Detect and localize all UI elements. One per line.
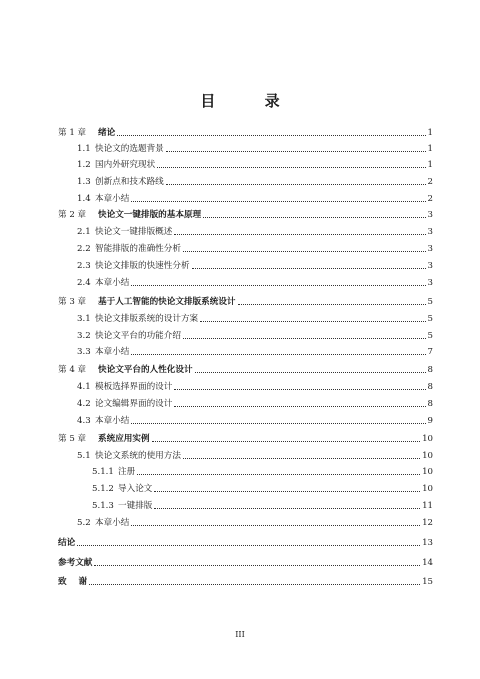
toc-dot-leader [174, 406, 425, 407]
toc-entry-title: 系统应用实例 [98, 434, 150, 444]
toc-entry-number: 1.4 [77, 194, 91, 204]
toc-entry-number: 3.2 [77, 331, 91, 341]
toc-entry [58, 295, 433, 308]
toc-entry-number: 3.3 [77, 347, 91, 357]
toc-dot-leader [131, 285, 425, 286]
page-number-footer: III [235, 630, 245, 639]
toc-entry-number: 第 2 章 [58, 210, 87, 220]
toc-entry [58, 556, 433, 569]
toc-entry-number: 第 5 章 [58, 434, 87, 444]
toc-entry-title: 一键排版 [118, 501, 153, 511]
toc-dot-leader [166, 184, 426, 185]
toc-entry-page: 8 [427, 365, 433, 375]
toc-entry-title: 论文编辑界面的设计 [95, 399, 173, 409]
toc-entry-number: 4.3 [77, 416, 91, 426]
toc-entry-title: 快论文排版的快速性分析 [95, 261, 190, 271]
toc-entry [58, 363, 433, 376]
toc-entry-title: 致 谢 [58, 577, 88, 587]
toc-entry-page: 13 [422, 538, 433, 548]
toc-entry-title: 注册 [118, 467, 136, 477]
toc-entry-number: 2.1 [77, 227, 91, 237]
toc-entry-number: 1.2 [77, 160, 91, 170]
toc-entry [77, 158, 433, 171]
toc-entry-page: 5 [427, 297, 433, 307]
toc-dot-leader [77, 545, 420, 546]
toc-entry-page: 1 [427, 128, 433, 138]
toc-entry-page: 3 [427, 244, 433, 254]
toc-entry-title: 导入论文 [118, 484, 153, 494]
toc-entry-title: 快论文平台的功能介绍 [95, 331, 181, 341]
toc-entry [77, 225, 433, 238]
toc-entry-title: 参考文献 [58, 558, 93, 568]
toc-dot-leader [183, 458, 420, 459]
toc-entry-number: 1.1 [77, 144, 91, 154]
toc-entry-number: 4.2 [77, 399, 91, 409]
toc-entry-title: 本章小结 [95, 194, 130, 204]
toc-entry [77, 414, 433, 427]
toc-entry [77, 516, 433, 529]
toc-entry-title: 本章小结 [95, 278, 130, 288]
toc-entry-number: 5.1.1 [92, 467, 114, 477]
toc-entry [58, 536, 433, 549]
toc-entry-number: 2.4 [77, 278, 91, 288]
toc-dot-leader [203, 217, 425, 218]
toc-entry [77, 142, 433, 155]
toc-entry [92, 465, 433, 478]
toc-entry-page: 10 [422, 434, 433, 444]
toc-entry-number: 第 3 章 [58, 297, 87, 307]
toc-entry-title: 快论文一键排版的基本原理 [98, 210, 202, 220]
toc-entry-page: 7 [427, 347, 433, 357]
toc-entry-title: 本章小结 [95, 347, 130, 357]
toc-entry-number: 第 4 章 [58, 365, 87, 375]
toc-dot-leader [94, 565, 420, 566]
toc-entry [77, 242, 433, 255]
toc-entry-number: 5.1 [77, 451, 91, 461]
toc-entry [77, 276, 433, 289]
toc-entry-page: 11 [422, 501, 433, 511]
toc-entry-number: 3.1 [77, 314, 91, 324]
toc-entry-title: 快论文系统的使用方法 [95, 451, 181, 461]
toc-dot-leader [131, 354, 425, 355]
toc-entry [77, 329, 433, 342]
toc-entry-page: 8 [427, 399, 433, 409]
toc-entry-page: 1 [427, 160, 433, 170]
toc-entry-page: 9 [427, 416, 433, 426]
toc-entry-page: 5 [427, 314, 433, 324]
toc-entry-page: 1 [427, 144, 433, 154]
toc-entry-title: 快论文的选题背景 [95, 144, 164, 154]
toc-entry-page: 5 [427, 331, 433, 341]
toc-dot-leader [154, 508, 420, 509]
toc-dot-leader [154, 491, 420, 492]
toc-entry [77, 192, 433, 205]
toc-entry [77, 175, 433, 188]
toc-entry-title: 国内外研究现状 [95, 160, 156, 170]
toc-dot-leader [131, 201, 425, 202]
toc-entry [58, 208, 433, 221]
toc-entry [92, 482, 433, 495]
toc-dot-leader [200, 321, 425, 322]
toc-entry-page: 3 [427, 210, 433, 220]
toc-entry-page: 3 [427, 278, 433, 288]
toc-entry-title: 创新点和技术路线 [95, 177, 164, 187]
toc-dot-leader [117, 135, 425, 136]
toc-dot-leader [157, 167, 425, 168]
toc-entry-title: 快论文平台的人性化设计 [98, 365, 193, 375]
toc-entry-page: 2 [427, 177, 433, 187]
toc-entry-page: 8 [427, 382, 433, 392]
toc-entry-page: 3 [427, 227, 433, 237]
toc-dot-leader [166, 151, 426, 152]
toc-dot-leader [131, 525, 420, 526]
toc-dot-leader [183, 251, 426, 252]
toc-entry-title: 本章小结 [95, 416, 130, 426]
toc-dot-leader [183, 338, 426, 339]
toc-entry [92, 499, 433, 512]
toc-entry [77, 449, 433, 462]
toc-entry [77, 397, 433, 410]
toc-entry-page: 15 [422, 577, 433, 587]
toc-entry-number: 5.1.3 [92, 501, 114, 511]
toc-entry-page: 3 [427, 261, 433, 271]
toc-entry-page: 10 [422, 467, 433, 477]
toc-entry-page: 14 [422, 558, 433, 568]
toc-entry-number: 1.3 [77, 177, 91, 187]
toc-entry [77, 312, 433, 325]
toc-dot-leader [137, 474, 420, 475]
toc-dot-leader [131, 423, 425, 424]
toc-dot-leader [174, 389, 425, 390]
toc-entry-number: 2.2 [77, 244, 91, 254]
toc-dot-leader [238, 304, 426, 305]
toc-entry [77, 345, 433, 358]
toc-entry-title: 基于人工智能的快论文排版系统设计 [98, 297, 236, 307]
toc-entry-number: 5.2 [77, 518, 91, 528]
toc-dot-leader [174, 234, 425, 235]
toc-entry-number: 第 1 章 [58, 128, 87, 138]
toc-entry-number: 4.1 [77, 382, 91, 392]
toc-entry [58, 432, 433, 445]
toc-dot-leader [195, 372, 426, 373]
toc-entry-number: 5.1.2 [92, 484, 114, 494]
toc-entry-title: 绪论 [98, 128, 116, 138]
toc-entry [77, 259, 433, 272]
toc-entry-title: 智能排版的准确性分析 [95, 244, 181, 254]
toc-dot-leader [89, 584, 420, 585]
toc-entry-page: 10 [422, 451, 433, 461]
toc-entry-page: 12 [422, 518, 433, 528]
toc-entry [58, 126, 433, 139]
toc-entry [77, 380, 433, 393]
toc-entry-page: 2 [427, 194, 433, 204]
toc-entry-title: 本章小结 [95, 518, 130, 528]
toc-entry-title: 快论文一键排版概述 [95, 227, 173, 237]
toc-dot-leader [152, 441, 420, 442]
toc-entry-title: 快论文排版系统的设计方案 [95, 314, 199, 324]
page-title: 目 录 [200, 92, 302, 110]
toc-dot-leader [192, 268, 426, 269]
toc-entry-number: 2.3 [77, 261, 91, 271]
toc-entry-page: 10 [422, 484, 433, 494]
toc-entry [58, 575, 433, 588]
toc-entry-title: 模板选择界面的设计 [95, 382, 173, 392]
toc-entry-title: 结论 [58, 538, 76, 548]
